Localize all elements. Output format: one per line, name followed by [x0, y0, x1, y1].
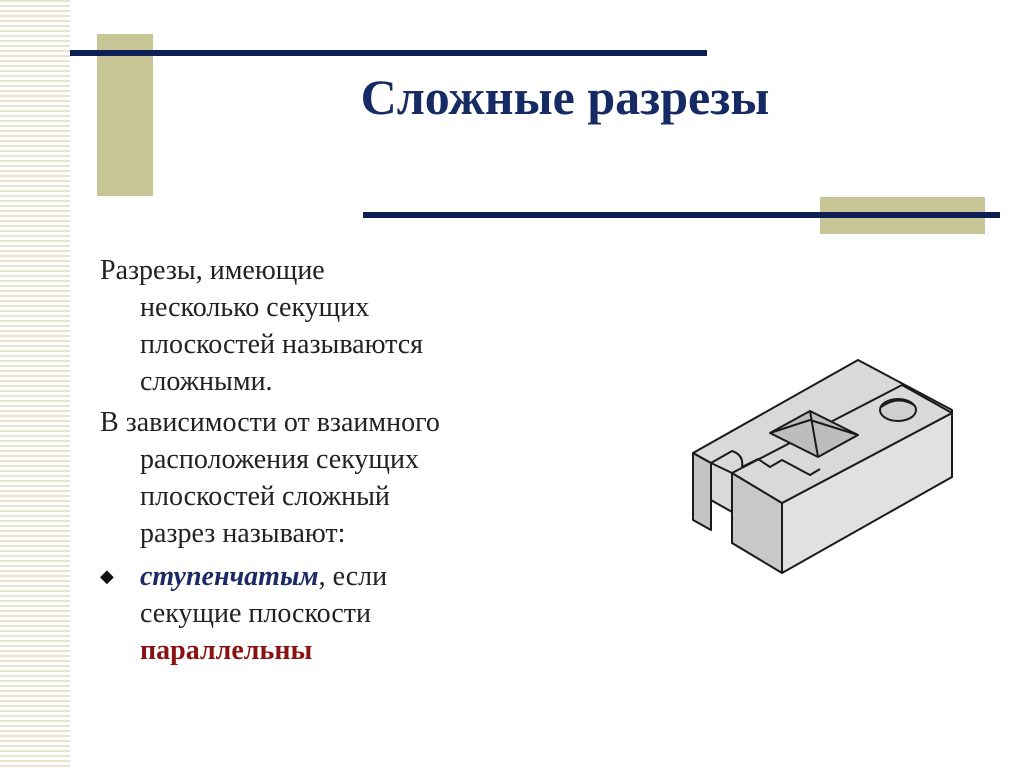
bullet-text-tail: , если [318, 561, 388, 592]
paragraph-line: расположения секущих [140, 444, 419, 475]
term-stepped: ступенчатым [140, 561, 319, 592]
paragraph-line: В зависимости от взаимного [100, 407, 440, 438]
stepped-section-block-drawing-icon [690, 355, 955, 575]
paragraph-classification [100, 404, 550, 552]
paragraph-line: Разрезы, имеющие [100, 255, 325, 286]
diamond-bullet-icon: ◆ [100, 566, 114, 586]
paragraph-definition [100, 252, 550, 400]
decorative-olive-block-vertical [97, 34, 153, 196]
bullet-line: секущие плоскости [140, 598, 371, 629]
decorative-navy-line-top [70, 50, 707, 56]
decorative-navy-line-bottom [363, 212, 1000, 218]
block-left-face [693, 453, 711, 530]
slide-title: Сложные разрезы [360, 69, 770, 125]
bullet-line [100, 632, 550, 669]
paragraph-line: плоскостей сложный [140, 481, 390, 512]
paragraph-line: сложными. [140, 366, 273, 397]
slide-body [100, 252, 550, 669]
bullet-line [100, 558, 550, 595]
paragraph-line: плоскостей называются [140, 329, 424, 360]
emphasis-parallel: параллельны [140, 635, 313, 666]
decorative-stripes [0, 0, 70, 767]
bullet-item-stepped [100, 558, 550, 669]
paragraph-line: несколько секущих [140, 292, 370, 323]
paragraph-line: разрез называют: [140, 518, 346, 549]
